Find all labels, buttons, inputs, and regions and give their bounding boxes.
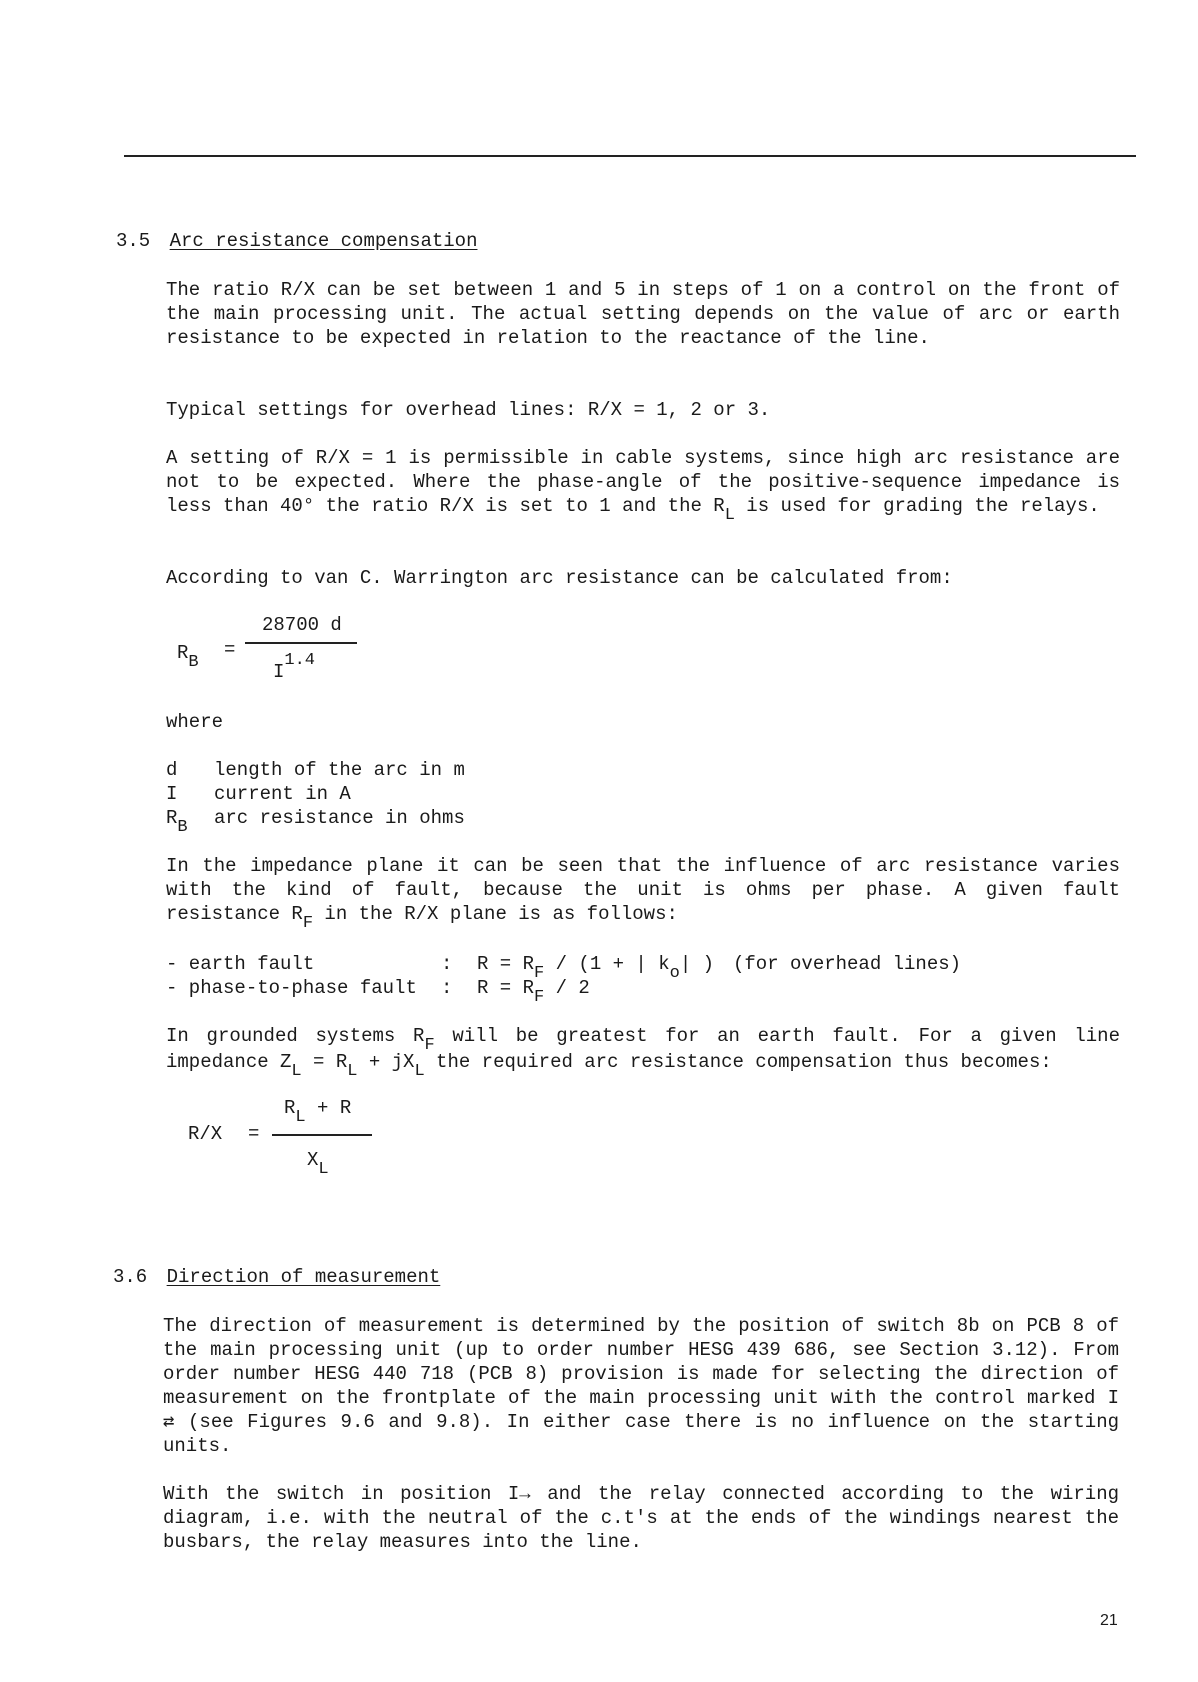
formula-denominator: I1.4 [273, 651, 316, 683]
paragraph: Typical settings for overhead lines: R/X = 1, 2 or 3. [166, 399, 771, 421]
definition-text: length of the arc in m [214, 759, 465, 781]
section-title: Direction of measurement [166, 1266, 441, 1288]
paragraph: The direction of measurement is determined by the position of switch 8b on PCB 8 of the main processing unit (up to order number HESG 439 686, see Section 3.12). From order number HESG 440 718 (PCB 8) provision is made for selecting the direction of measurement on the frontplate of the main processing unit with the control marked I ⇄ (see Figures 9.6 and 9.8). In either case there is no influence on the starting units. [163, 1315, 1119, 1457]
definition-text: current in A [214, 783, 351, 805]
definition-text: arc resistance in ohms [214, 807, 465, 829]
formula-lhs: R/X [188, 1123, 223, 1145]
definition-symbol: d [166, 759, 178, 781]
section-3-6-heading [113, 1265, 440, 1289]
section-title: Arc resistance compensation [169, 230, 478, 252]
section-number: 3.6 [113, 1266, 148, 1288]
header-rule [124, 155, 1136, 157]
fault-equation: R = RF / (1 + | ko| ) [477, 953, 715, 983]
fault-note: (for overhead lines) [733, 953, 962, 975]
definition-symbol: I [166, 783, 178, 805]
definition-symbol: RB [166, 807, 188, 837]
paragraph: With the switch in position I→ and the relay connected according to the wiring diagram, i.e. with the neutral of the c.t's at the ends of the windings nearest the busbars, the relay measures into the line. [163, 1483, 1120, 1553]
formula-numerator: RL + R [284, 1097, 352, 1127]
where-label: where [166, 711, 224, 733]
fault-label: - phase-to-phase fault [166, 977, 417, 999]
section-3-5-heading [116, 229, 477, 253]
paragraph: A setting of R/X = 1 is permissible in cable systems, since high arc resistance are not to be expected. Where the phase-angle of the positive-sequence impedance is less than 40° the ratio R/X is set to 1 and the RL is used for grading the relays. [166, 447, 1120, 525]
fault-equation: R = RF / 2 [477, 977, 590, 1007]
direction-switch-icon: ⇄ [163, 1411, 175, 1433]
paragraph: In grounded systems RF will be greatest for an earth fault. For a given line impedance ZL = RL + jXL the required arc resistance compensation thus becomes: [166, 1025, 1120, 1081]
paragraph: According to van C. Warrington arc resistance can be calculated from: [166, 567, 953, 589]
formula-lhs: RB [177, 642, 199, 672]
arrow-right-icon: → [519, 1483, 531, 1505]
formula-equals: = [248, 1123, 260, 1145]
fraction-bar [245, 642, 357, 644]
fault-colon: : [441, 977, 453, 999]
fraction-bar [272, 1134, 372, 1136]
formula-numerator: 28700 d [262, 614, 342, 636]
paragraph: In the impedance plane it can be seen that the influence of arc resistance varies with the kind of fault, because the unit is ohms per phase. A given fault resistance RF in the R/X plane is as follows: [166, 855, 1120, 933]
page-number: 21 [1100, 1612, 1118, 1629]
formula-denominator: XL [307, 1149, 329, 1179]
section-number: 3.5 [116, 230, 151, 252]
paragraph: The ratio R/X can be set between 1 and 5 in steps of 1 on a control on the front of the main processing unit. The actual setting depends on the value of arc or earth resistance to be expected in relation to the reactance of the line. [166, 279, 1120, 349]
fault-label: - earth fault [166, 953, 315, 975]
fault-colon: : [441, 953, 453, 975]
formula-equals: = [224, 639, 236, 661]
